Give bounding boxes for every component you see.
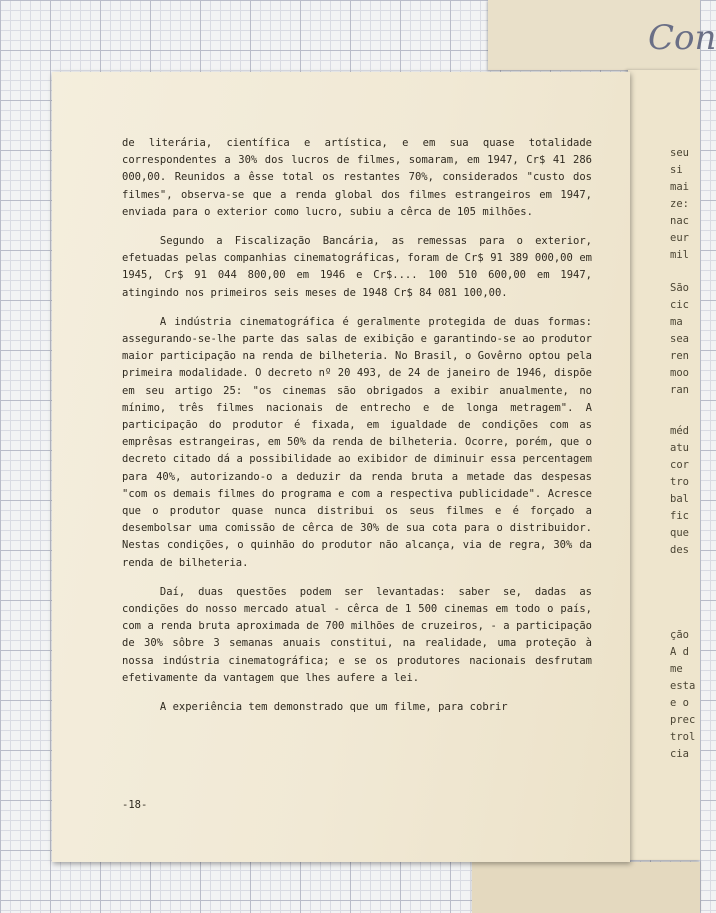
paragraph: A experiência tem demonstrado que um filme, para cobrir — [159, 701, 508, 714]
document-page — [52, 72, 630, 862]
fragment: eur — [670, 232, 689, 244]
paragraph: de literária, científica e artística, e em sua quase totalidade correspondentes a 30% dos lucros de filmes, somaram, em 1947, Cr$ 41 286 000,00. Reunidos a êsse total os restantes 70%, considerados "custo dos filmes", observa-se que a renda global dos filmes estrangeiros em 1947, enviada para o exterior como lucro, subiu a cêrca de 105 milhões. — [122, 137, 592, 218]
fragment: mil — [670, 249, 689, 261]
fragment: bal — [670, 493, 689, 505]
fragment: A d — [670, 646, 689, 658]
fragment: cia — [670, 748, 689, 760]
fragment: ção — [670, 629, 689, 641]
fragment: trol — [670, 731, 696, 743]
fragment: ran — [670, 384, 689, 396]
fragment: atu — [670, 442, 689, 454]
fragment: méd — [670, 425, 689, 437]
paragraph: Segundo a Fiscalização Bancária, as remessas para o exterior, efetuadas pelas companhias cinematográficas, foram de Cr$ 91 389 000,00 em 1945, Cr$ 91 044 800,00 em 1946 e Cr$.... 100 510 600,00 em 1947, atingindo nos primeiros seis meses de 1948 Cr$ 84 081 100,00. — [122, 235, 592, 299]
fragment: que — [670, 527, 689, 539]
fragment: esta — [670, 680, 696, 692]
body-text — [122, 135, 592, 716]
paragraph: A indústria cinematográfica é geralmente protegida de duas formas: assegurando-se-lhe parte das salas de exibição e garantindo-se ao produtor maior participação na renda de bilheteria. No Brasil, o Govêrno optou pela primeira modalidade. O decreto nº 20 493, de 24 de janeiro de 1946, dispõe em seu artigo 25: "os cinemas são obrigados a exibir anualmente, no mínimo, três filmes nacionais de entrecho e de longa metragem". A participação do produtor é fixada, em igualdade de condições com as emprêsas estrangeiras, em 50% da renda de bilheteria. Ocorre, porém, que o decreto citado dá a possibilidade ao exibidor de diminuir essa percentagem para 40%, autorizando-o a deduzir da renda bruta a metade das despesas "com os demais filmes do programa e com a respectiva publicidade". Acresce que o produtor quase nunca distribui os seus filmes e é forçado a desembolsar uma comissão de cêrca de 30% de sua cota para o distribuidor. Nestas condições, o quinhão do produtor não alcança, via de regra, 30% da renda de bilheteria. — [122, 315, 592, 569]
fragment: ma — [670, 316, 683, 328]
page-number: -18- — [122, 799, 148, 811]
fragment: sea — [670, 333, 689, 345]
fragment: e o — [670, 697, 689, 709]
fragment: ren — [670, 350, 689, 362]
fragment: me — [670, 663, 683, 675]
fragment: moo — [670, 367, 689, 379]
fragment: seu — [670, 147, 689, 159]
handwritten-mark: Con — [648, 18, 716, 58]
fragment: prec — [670, 714, 696, 726]
fragment: des — [670, 544, 689, 556]
fragment: nac — [670, 215, 689, 227]
fragment: São — [670, 282, 689, 294]
fragment: mai — [670, 181, 689, 193]
right-sheet — [628, 70, 700, 860]
fragment: si — [670, 164, 683, 176]
fragment: fic — [670, 510, 689, 522]
fragment: ze: — [670, 198, 689, 210]
fragment: cor — [670, 459, 689, 471]
fragment: tro — [670, 476, 689, 488]
paragraph: Daí, duas questões podem ser levantadas: saber se, dadas as condições do nosso mercado atual - cêrca de 1 500 cinemas em todo o país, com a renda bruta aproximada de 700 milhões de cruzeiros, - a participação de 30% sôbre 3 semanas anuais constitui, na realidade, uma proteção à nossa indústria cinematográfica; e se os produtores nacionais desfrutam efetivamente da vantagem que lhes aufere a lei. — [122, 585, 592, 684]
bottom-sheet — [472, 862, 700, 913]
fragment: cic — [670, 299, 689, 311]
